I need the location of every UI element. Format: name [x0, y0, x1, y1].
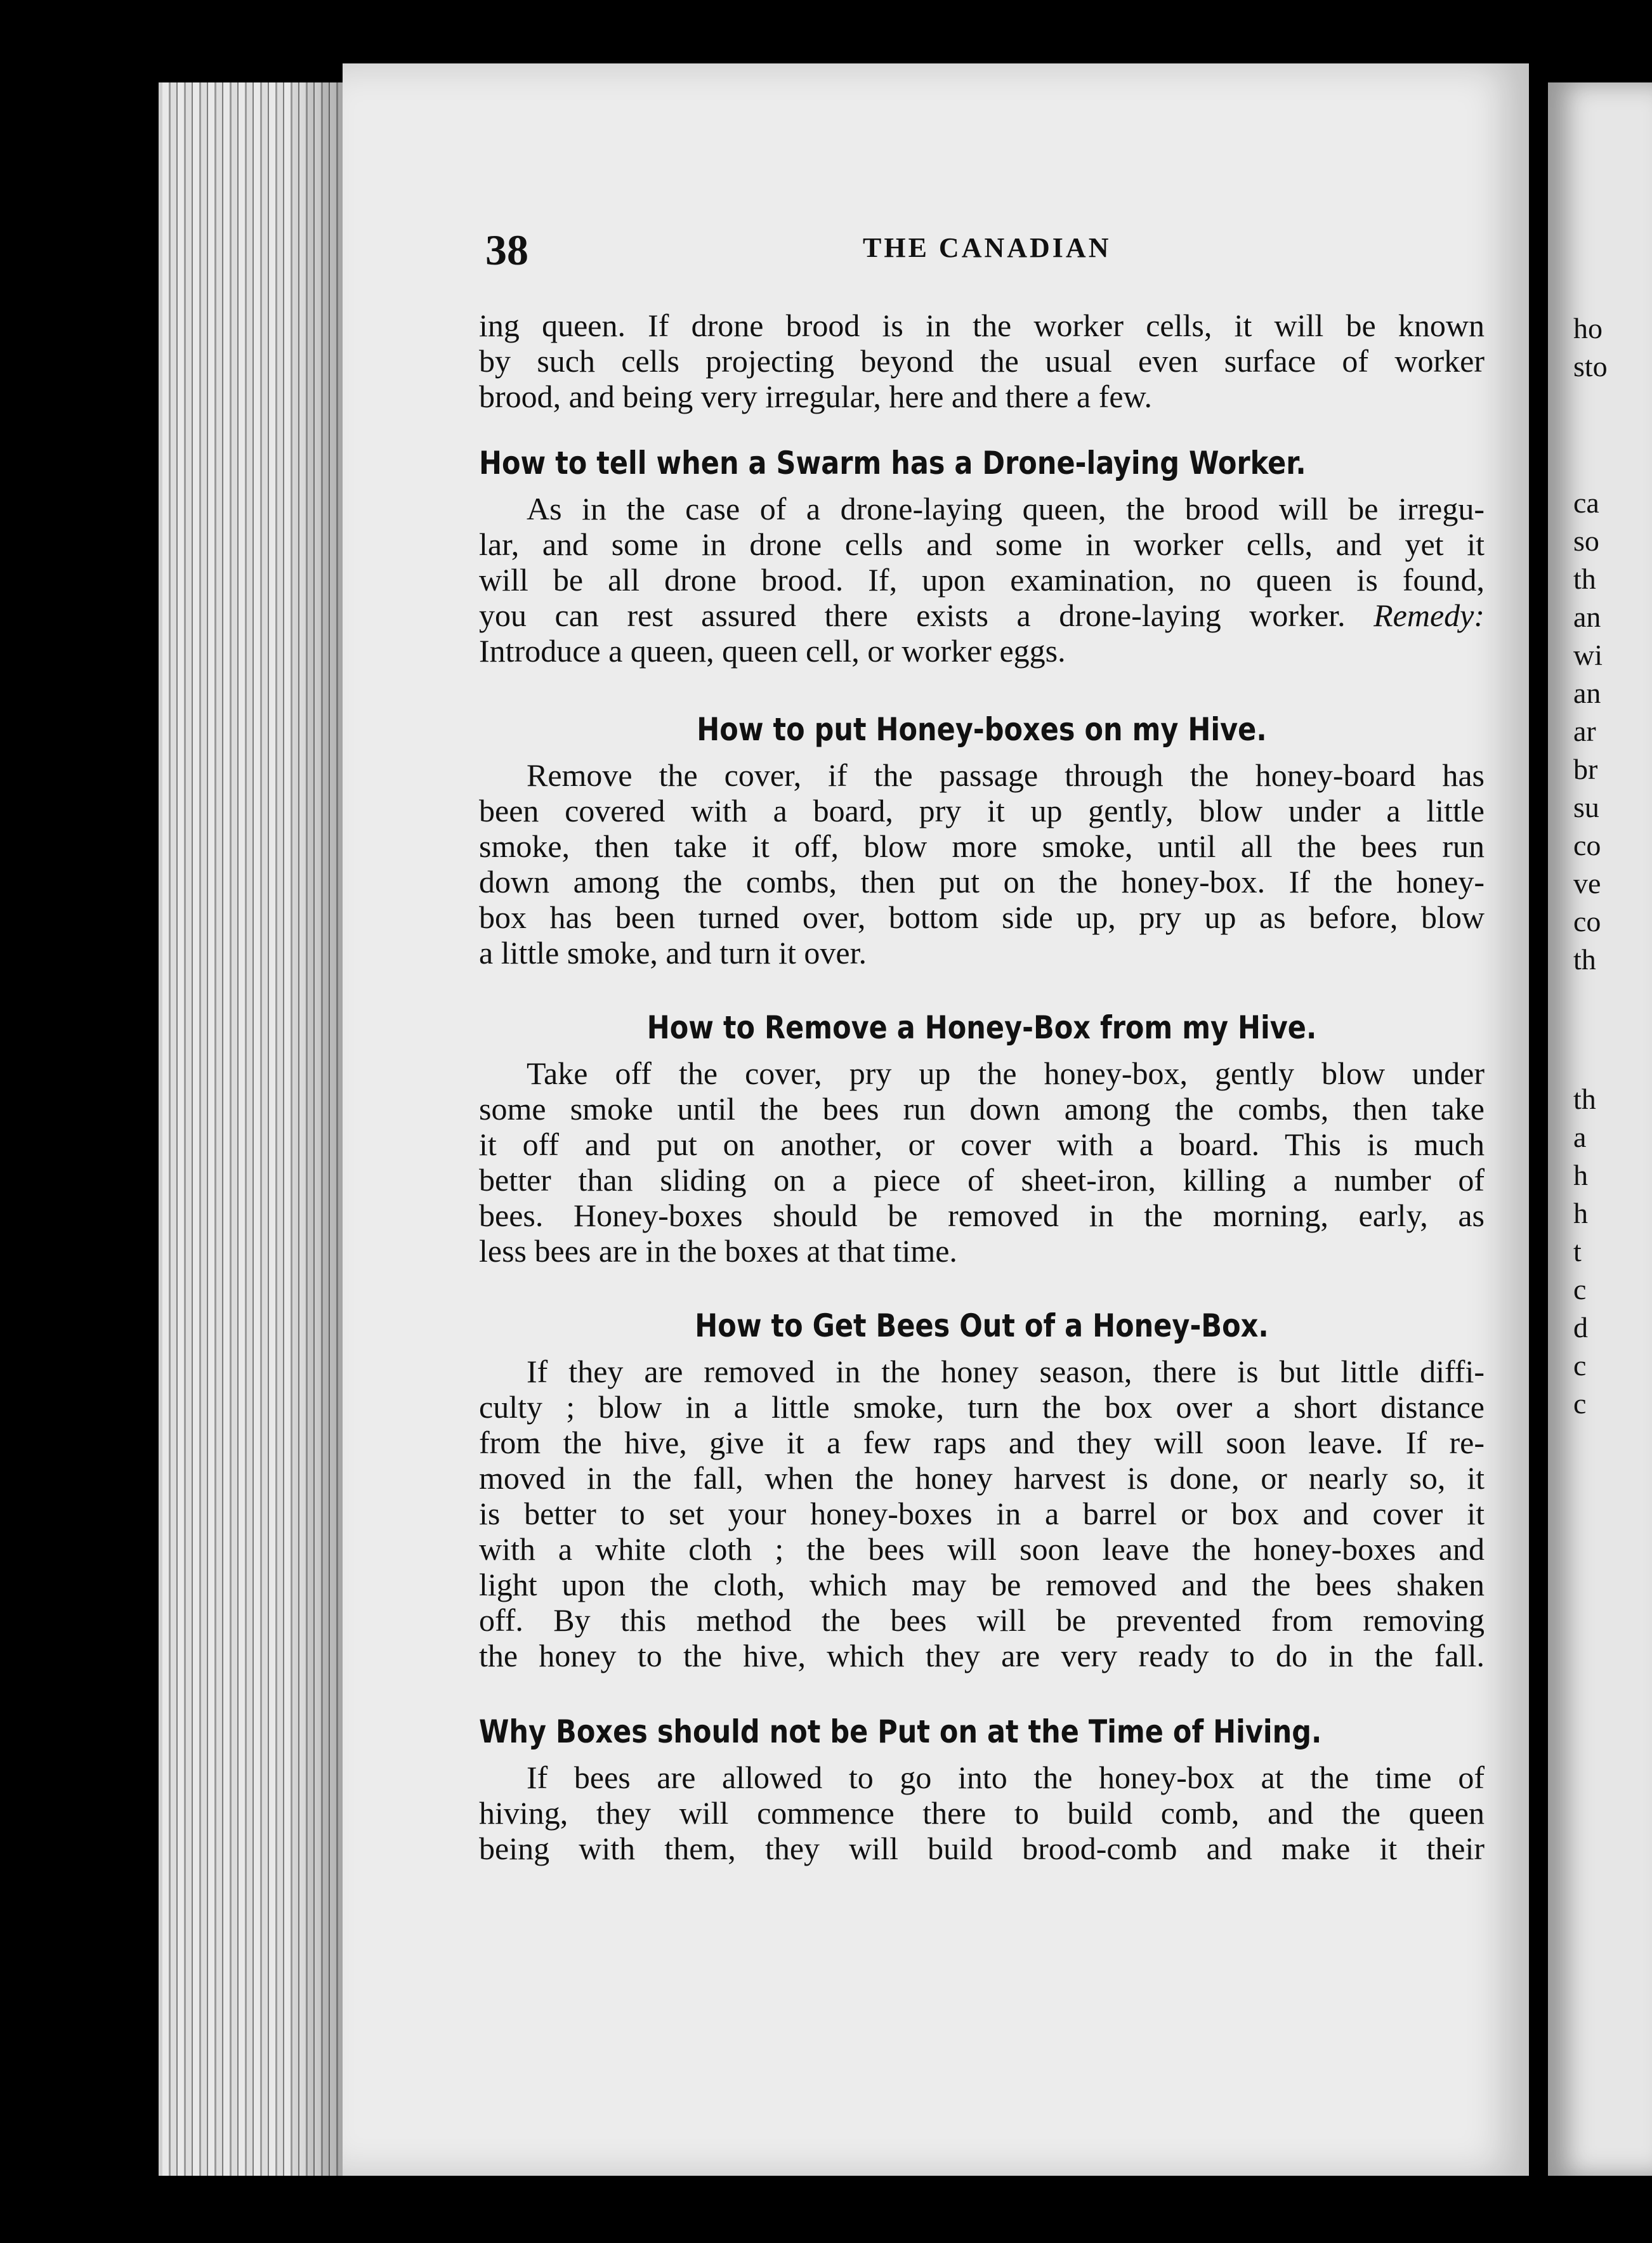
facing-fragment: h: [1573, 1159, 1588, 1191]
text-line: smoke, then take it off, blow more smoke, until all the bees run: [479, 828, 1485, 864]
text-line: Take off the cover, pry up the honey-box, gently blow under: [527, 1056, 1485, 1091]
facing-fragment: an: [1573, 601, 1601, 633]
text-line: better than sliding on a piece of sheet-iron, killing a number of: [479, 1162, 1485, 1198]
section-heading: Why Boxes should not be Put on at the Time of Hiving.: [479, 1713, 1322, 1750]
text-line: less bees are in the boxes at that time.: [479, 1233, 957, 1269]
text-line: you can rest assured there exists a drone-laying worker.: [479, 598, 1346, 633]
text-line: If bees are allowed to go into the honey-box at the time of: [527, 1760, 1485, 1795]
facing-fragment: c: [1573, 1273, 1587, 1305]
intro-paragraph: [479, 308, 1485, 414]
facing-fragment: d: [1573, 1311, 1588, 1344]
text-line: being with them, they will build brood-comb and make it their: [479, 1831, 1485, 1866]
section-heading: How to tell when a Swarm has a Drone-laying Worker.: [479, 445, 1306, 481]
facing-fragment: br: [1573, 753, 1598, 785]
text-line: a little smoke, and turn it over.: [479, 935, 867, 971]
text-line: lar, and some in drone cells and some in worker cells, and yet it: [479, 526, 1485, 562]
facing-fragment: a: [1573, 1121, 1587, 1153]
section-put-honey-boxes: [479, 710, 1485, 971]
text-line: brood, and being very irregular, here and there a few.: [479, 379, 1152, 414]
section-get-bees-out: [479, 1307, 1485, 1673]
facing-page: [1548, 82, 1652, 2176]
section-why-boxes-not-at-hiving: [479, 1713, 1485, 1866]
section-heading: How to Remove a Honey-Box from my Hive.: [646, 1009, 1317, 1046]
text-line: moved in the fall, when the honey harvest is done, or nearly so, it: [479, 1460, 1485, 1496]
facing-fragment: th: [1573, 563, 1596, 595]
text-line: the honey to the hive, which they are very ready to do in the fall.: [479, 1638, 1485, 1673]
facing-fragment: c: [1573, 1387, 1587, 1420]
text-line: by such cells projecting beyond the usual even surface of worker: [479, 343, 1485, 379]
section-heading: How to put Honey-boxes on my Hive.: [697, 711, 1267, 748]
section-remove-honey-box: [479, 1009, 1485, 1269]
page-edges-shadow: [159, 82, 343, 2176]
text-line: off. By this method the bees will be prevented from removing: [479, 1602, 1485, 1638]
text-line: bees. Honey-boxes should be removed in the morning, early, as: [479, 1198, 1485, 1233]
facing-fragment: h: [1573, 1197, 1588, 1229]
text-line: As in the case of a drone-laying queen, the brood will be irregu-: [527, 491, 1485, 526]
page-number: 38: [485, 226, 528, 274]
text-line: hiving, they will commence there to build comb, and the queen: [479, 1795, 1485, 1831]
text-line: ing queen. If drone brood is in the worker cells, it will be known: [479, 308, 1485, 343]
facing-fragment: su: [1573, 791, 1599, 823]
facing-fragment: ho: [1573, 312, 1603, 344]
text-line: is better to set your honey-boxes in a barrel or box and cover it: [479, 1496, 1485, 1531]
text-line: will be all drone brood. If, upon examination, no queen is found,: [479, 562, 1485, 598]
remedy-label: Remedy:: [1373, 598, 1485, 633]
text-line: from the hive, give it a few raps and they will soon leave. If re-: [479, 1425, 1485, 1460]
facing-fragment: co: [1573, 829, 1601, 861]
section-heading: How to Get Bees Out of a Honey-Box.: [695, 1307, 1269, 1344]
facing-fragment: wi: [1573, 639, 1603, 671]
facing-fragment: co: [1573, 905, 1601, 938]
facing-fragment: ve: [1573, 867, 1601, 899]
facing-fragment: t: [1573, 1235, 1582, 1267]
facing-fragment: sto: [1573, 350, 1608, 383]
text-line: with a white cloth ; the bees will soon leave the honey-boxes and: [479, 1531, 1485, 1567]
section-drone-laying-worker: [479, 444, 1485, 669]
text-line-with-remedy: [479, 598, 1485, 633]
facing-fragment: ar: [1573, 715, 1596, 747]
text-line: down among the combs, then put on the honey-box. If the honey-: [479, 864, 1485, 899]
facing-fragment: ca: [1573, 487, 1599, 519]
text-line: some smoke until the bees run down among the combs, then take: [479, 1091, 1485, 1127]
facing-fragment: c: [1573, 1349, 1587, 1382]
text-line: If they are removed in the honey season, there is but little diffi-: [527, 1354, 1485, 1389]
text-line: Remove the cover, if the passage through the honey-board has: [527, 757, 1485, 793]
text-line: box has been turned over, bottom side up, pry up as before, blow: [479, 899, 1485, 935]
book-page: [343, 63, 1529, 2176]
text-line: Introduce a queen, queen cell, or worker eggs.: [479, 633, 1066, 669]
facing-fragment: so: [1573, 525, 1599, 557]
facing-fragment: th: [1573, 1083, 1596, 1115]
text-line: it off and put on another, or cover with a board. This is much: [479, 1127, 1485, 1162]
text-line: culty ; blow in a little smoke, turn the box over a short distance: [479, 1389, 1485, 1425]
facing-fragment: an: [1573, 677, 1601, 709]
text-line: light upon the cloth, which may be removed and the bees shaken: [479, 1567, 1485, 1602]
running-head: THE CANADIAN: [863, 232, 1111, 263]
facing-fragment: th: [1573, 943, 1596, 976]
text-line: been covered with a board, pry it up gently, blow under a little: [479, 793, 1485, 828]
